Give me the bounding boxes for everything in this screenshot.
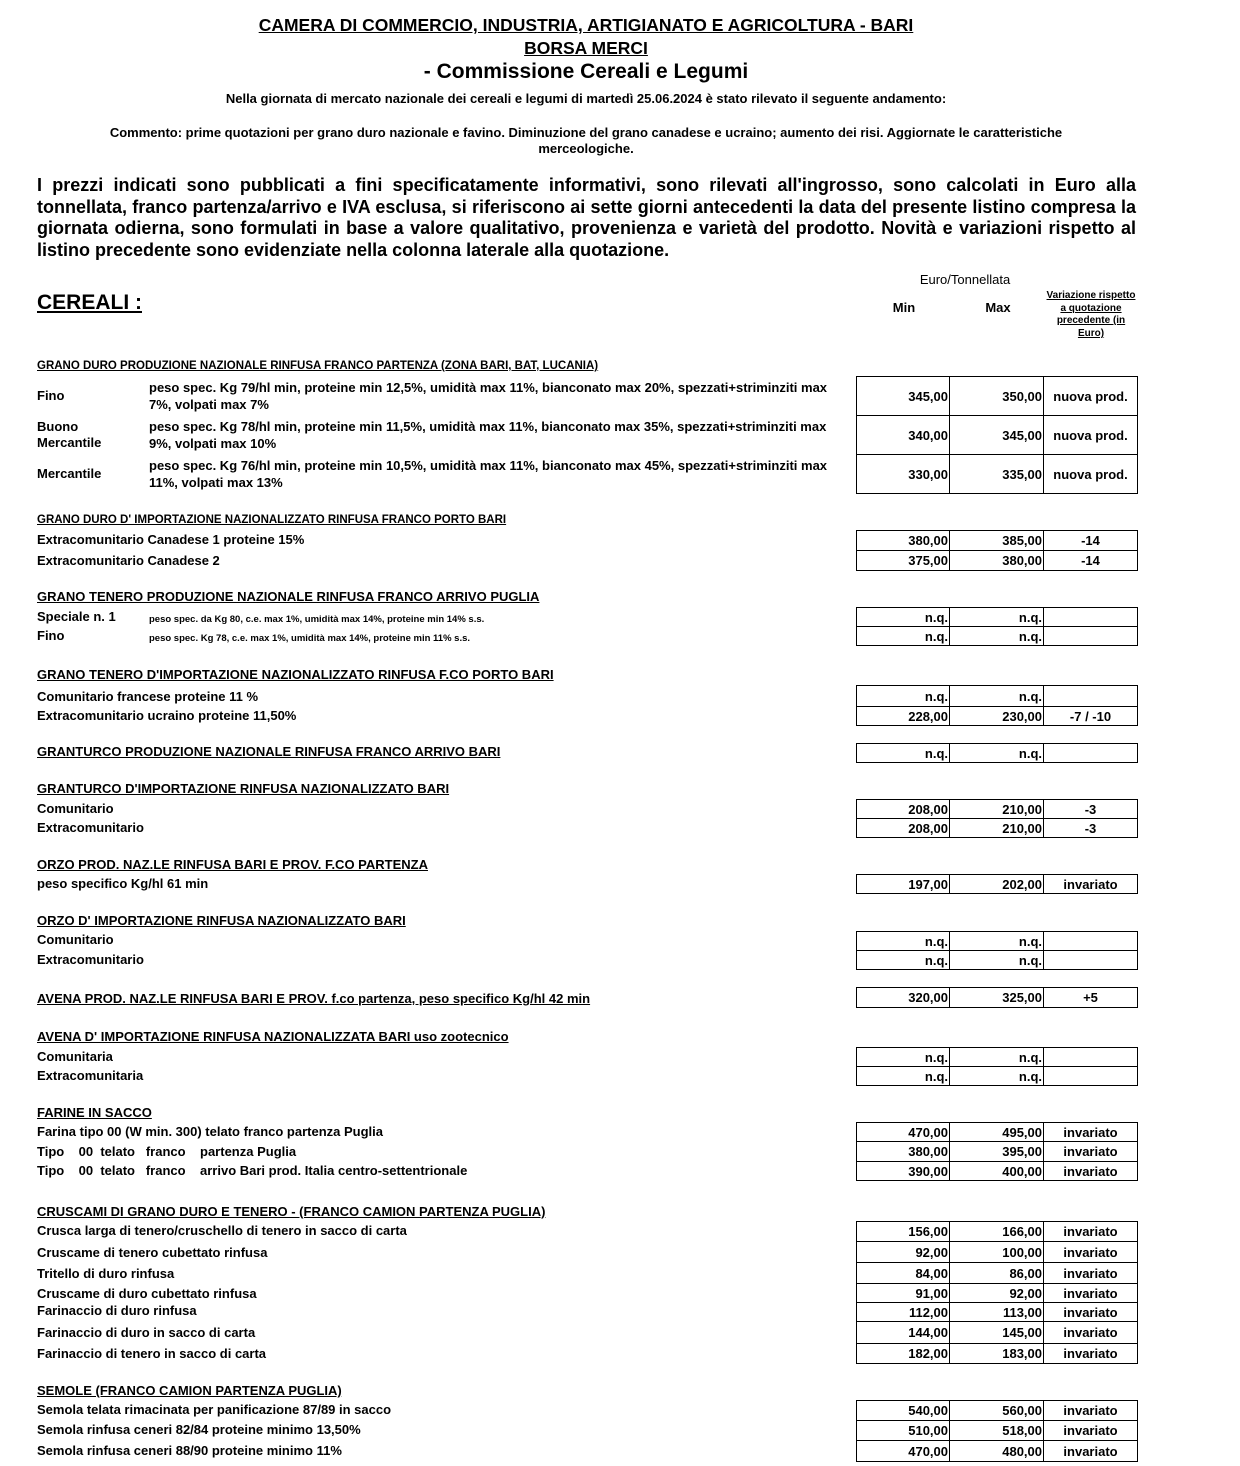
max-price: 166,00 — [950, 1221, 1044, 1242]
price-row — [856, 874, 1138, 894]
product-label: Tipo 00 telato franco arrivo Bari prod. Italia centro-settentrionale — [37, 1163, 468, 1178]
min-price: n.q. — [856, 607, 950, 627]
min-price: 228,00 — [856, 706, 950, 726]
price-variation — [1044, 950, 1138, 970]
product-label: Comunitario — [37, 932, 114, 947]
product-label: Crusca larga di tenero/cruschello di tenero in sacco di carta — [37, 1223, 407, 1238]
max-price: 380,00 — [950, 550, 1044, 571]
min-price: 320,00 — [856, 987, 950, 1008]
max-price: 495,00 — [950, 1122, 1044, 1142]
price-row — [856, 799, 1138, 819]
product-label: Farinaccio di duro in sacco di carta — [37, 1325, 256, 1340]
max-price: 345,00 — [950, 415, 1044, 455]
price-row — [856, 1241, 1138, 1263]
price-row — [856, 1283, 1138, 1303]
price-row — [856, 1302, 1138, 1322]
product-label: Tipo 00 telato franco partenza Puglia — [37, 1144, 297, 1159]
price-variation: invariato — [1044, 1283, 1138, 1303]
product-label: Comunitaria — [37, 1049, 113, 1064]
section-title: GRANTURCO PRODUZIONE NAZIONALE RINFUSA FRANCO ARRIVO BARI — [37, 744, 501, 759]
price-variation: invariato — [1044, 1440, 1138, 1462]
price-row — [856, 1321, 1138, 1344]
min-price: 91,00 — [856, 1283, 950, 1303]
product-label: Farina tipo 00 (W min. 300) telato franco partenza Puglia — [37, 1124, 384, 1139]
product-label: Comunitario — [37, 801, 114, 816]
section-title: ORZO PROD. NAZ.LE RINFUSA BARI E PROV. F.CO PARTENZA — [37, 857, 428, 872]
max-price: n.q. — [950, 743, 1044, 763]
max-price: n.q. — [950, 1047, 1044, 1067]
price-variation: invariato — [1044, 1420, 1138, 1441]
chamber-title: CAMERA DI COMMERCIO, INDUSTRIA, ARTIGIANATO E AGRICOLTURA - BARI — [258, 15, 914, 35]
min-price: 470,00 — [856, 1440, 950, 1462]
max-price: 560,00 — [950, 1400, 1044, 1421]
max-price: 210,00 — [950, 818, 1044, 838]
price-row — [856, 550, 1138, 571]
price-variation: invariato — [1044, 1241, 1138, 1263]
price-row — [856, 1343, 1138, 1364]
price-variation: invariato — [1044, 1343, 1138, 1364]
product-label: Extracomunitario ucraino proteine 11,50% — [37, 708, 297, 723]
price-variation: invariato — [1044, 874, 1138, 894]
max-price: 335,00 — [950, 454, 1044, 494]
price-variation: invariato — [1044, 1221, 1138, 1242]
product-label: Speciale n. 1 — [37, 609, 116, 624]
min-price: 208,00 — [856, 799, 950, 819]
section-title: ORZO D' IMPORTAZIONE RINFUSA NAZIONALIZZATO BARI — [37, 913, 406, 928]
product-label: Buono Mercantile — [37, 419, 102, 450]
price-row — [856, 1262, 1138, 1284]
max-price: 202,00 — [950, 874, 1044, 894]
price-row — [856, 1420, 1138, 1441]
product-label: peso specifico Kg/hl 61 min — [37, 876, 209, 891]
price-variation: -14 — [1044, 550, 1138, 571]
product-label: Fino — [37, 388, 65, 403]
min-price: 380,00 — [856, 1141, 950, 1162]
price-variation — [1044, 1066, 1138, 1086]
unit-label: Euro/Tonnellata — [919, 272, 1011, 287]
price-disclaimer: I prezzi indicati sono pubblicati a fini specificatamente informativi, sono rilevati all'ingrosso, sono calcolati in Euro alla tonnellata, franco partenza/arrivo e IVA esclusa, si riferiscono ai sette giorni antecedenti la data del presente listino compresa la giornata odierna, sono formulati in base a valore qualitativo, provenienza e varietà del prodotto. Novità e variazioni rispetto al listino precedente sono evidenziate nella colonna laterale alla quotazione. — [37, 175, 1136, 260]
price-variation: invariato — [1044, 1400, 1138, 1421]
price-row — [856, 1161, 1138, 1181]
cereali-heading: CEREALI : — [37, 291, 142, 314]
min-price: 156,00 — [856, 1221, 950, 1242]
product-label: Tritello di duro rinfusa — [37, 1266, 175, 1281]
price-row — [856, 415, 1138, 455]
max-price: 385,00 — [950, 530, 1044, 551]
price-row — [856, 987, 1138, 1008]
price-row — [856, 706, 1138, 726]
product-label: Extracomunitario Canadese 1 proteine 15% — [37, 532, 305, 547]
max-price: 395,00 — [950, 1141, 1044, 1162]
price-variation: nuova prod. — [1044, 454, 1138, 494]
min-price: 375,00 — [856, 550, 950, 571]
price-row — [856, 1400, 1138, 1421]
product-description: peso spec. Kg 78/hl min, proteine min 11,5%, umidità max 11%, bianconato max 35%, spezzati+striminziti max 9%, volpati max 10% — [149, 419, 827, 451]
min-price: n.q. — [856, 685, 950, 707]
price-row — [856, 1122, 1138, 1142]
product-label: Farinaccio di tenero in sacco di carta — [37, 1346, 267, 1361]
min-price: 197,00 — [856, 874, 950, 894]
max-price: 113,00 — [950, 1302, 1044, 1322]
max-price: n.q. — [950, 607, 1044, 627]
product-label: Extracomunitario — [37, 820, 144, 835]
max-price: 230,00 — [950, 706, 1044, 726]
min-price: n.q. — [856, 743, 950, 763]
price-row — [856, 818, 1138, 838]
price-row — [856, 1066, 1138, 1086]
max-price: 183,00 — [950, 1343, 1044, 1364]
price-row — [856, 1440, 1138, 1462]
price-variation: -3 — [1044, 799, 1138, 819]
product-label: Extracomunitaria — [37, 1068, 144, 1083]
product-description: peso spec. Kg 79/hl min, proteine min 12,5%, umidità max 11%, bianconato max 20%, spezzati+striminziti max 7%, volpati max 7% — [149, 380, 828, 412]
max-price: n.q. — [950, 1066, 1044, 1086]
price-variation: invariato — [1044, 1262, 1138, 1284]
max-price: n.q. — [950, 931, 1044, 951]
min-price: 112,00 — [856, 1302, 950, 1322]
min-price: 92,00 — [856, 1241, 950, 1263]
product-description: peso spec. da Kg 80, c.e. max 1%, umidità max 14%, proteine min 14% s.s. — [149, 614, 485, 625]
max-price: 350,00 — [950, 376, 1044, 416]
min-price: 470,00 — [856, 1122, 950, 1142]
product-label: Farinaccio di duro rinfusa — [37, 1303, 197, 1318]
max-price: 325,00 — [950, 987, 1044, 1008]
min-price: 208,00 — [856, 818, 950, 838]
market-intro: Nella giornata di mercato nazionale dei cereali e legumi di martedì 25.06.2024 è stato rilevato il seguente andamento: — [225, 91, 947, 106]
price-variation — [1044, 685, 1138, 707]
max-price: 518,00 — [950, 1420, 1044, 1441]
min-price: 84,00 — [856, 1262, 950, 1284]
section-title: AVENA PROD. NAZ.LE RINFUSA BARI E PROV. f.co partenza, peso specifico Kg/hl 42 min — [37, 991, 591, 1006]
max-price: 86,00 — [950, 1262, 1044, 1284]
price-row — [856, 1047, 1138, 1067]
market-comment: Commento: prime quotazioni per grano duro nazionale e favino. Diminuzione del grano canadese e ucraino; aumento dei risi. Aggiornate le caratteristiche merceologiche. — [109, 125, 1063, 156]
max-price: 480,00 — [950, 1440, 1044, 1462]
price-row — [856, 743, 1138, 763]
section-title: GRANO TENERO D'IMPORTAZIONE NAZIONALIZZATO RINFUSA F.CO PORTO BARI — [37, 667, 554, 682]
min-price: 380,00 — [856, 530, 950, 551]
min-price: 510,00 — [856, 1420, 950, 1441]
max-price: 210,00 — [950, 799, 1044, 819]
price-row — [856, 607, 1138, 627]
price-variation: invariato — [1044, 1321, 1138, 1344]
max-price: n.q. — [950, 626, 1044, 646]
price-variation — [1044, 626, 1138, 646]
min-price: 390,00 — [856, 1161, 950, 1181]
max-price: 145,00 — [950, 1321, 1044, 1344]
min-price: n.q. — [856, 1047, 950, 1067]
commission-title: - Commissione Cereali e Legumi — [423, 60, 749, 83]
min-price: n.q. — [856, 626, 950, 646]
price-variation — [1044, 931, 1138, 951]
max-price: n.q. — [950, 950, 1044, 970]
price-row — [856, 376, 1138, 416]
min-price: 345,00 — [856, 376, 950, 416]
price-row — [856, 950, 1138, 970]
product-label: Extracomunitario — [37, 952, 144, 967]
price-variation — [1044, 607, 1138, 627]
price-variation: +5 — [1044, 987, 1138, 1008]
product-label: Fino — [37, 628, 65, 643]
price-variation: -14 — [1044, 530, 1138, 551]
min-price: 340,00 — [856, 415, 950, 455]
product-label: Semola rinfusa ceneri 88/90 proteine minimo 11% — [37, 1443, 342, 1458]
section-title: GRANO DURO PRODUZIONE NAZIONALE RINFUSA FRANCO PARTENZA (ZONA BARI, BAT, LUCANIA) — [37, 360, 599, 372]
product-description: peso spec. Kg 76/hl min, proteine min 10,5%, umidità max 11%, bianconato max 45%, spezzati+striminziti max 11%, volpati max 13% — [149, 458, 828, 490]
max-price: 400,00 — [950, 1161, 1044, 1181]
min-price: n.q. — [856, 950, 950, 970]
price-variation: -3 — [1044, 818, 1138, 838]
min-price: 540,00 — [856, 1400, 950, 1421]
section-title: GRANO TENERO PRODUZIONE NAZIONALE RINFUSA FRANCO ARRIVO PUGLIA — [37, 589, 540, 604]
section-title: AVENA D' IMPORTAZIONE RINFUSA NAZIONALIZZATA BARI uso zootecnico — [37, 1029, 509, 1044]
price-variation — [1044, 1047, 1138, 1067]
price-variation: invariato — [1044, 1141, 1138, 1162]
max-price: 100,00 — [950, 1241, 1044, 1263]
max-column-header: Max — [985, 300, 1011, 315]
section-title: CRUSCAMI DI GRANO DURO E TENERO - (FRANCO CAMION PARTENZA PUGLIA) — [37, 1204, 546, 1219]
min-price: 182,00 — [856, 1343, 950, 1364]
price-variation: nuova prod. — [1044, 376, 1138, 416]
section-title: GRANTURCO D'IMPORTAZIONE RINFUSA NAZIONALIZZATO BARI — [37, 781, 450, 796]
product-label: Comunitario francese proteine 11 % — [37, 689, 259, 704]
variation-column-header: Variazione rispetto a quotazione precedente (in Euro) — [1046, 290, 1136, 339]
min-price: 330,00 — [856, 454, 950, 494]
min-column-header: Min — [892, 300, 916, 315]
price-variation: invariato — [1044, 1122, 1138, 1142]
borsa-merci-title: BORSA MERCI — [524, 38, 648, 58]
price-variation: invariato — [1044, 1302, 1138, 1322]
price-row — [856, 685, 1138, 707]
price-row — [856, 454, 1138, 494]
product-label: Cruscame di duro cubettato rinfusa — [37, 1286, 257, 1301]
min-price: n.q. — [856, 931, 950, 951]
product-label: Cruscame di tenero cubettato rinfusa — [37, 1245, 268, 1260]
product-label: Semola rinfusa ceneri 82/84 proteine minimo 13,50% — [37, 1422, 361, 1437]
section-title: FARINE IN SACCO — [37, 1105, 152, 1120]
max-price: n.q. — [950, 685, 1044, 707]
section-title: GRANO DURO D' IMPORTAZIONE NAZIONALIZZATO RINFUSA FRANCO PORTO BARI — [37, 514, 507, 526]
price-row — [856, 1221, 1138, 1242]
price-variation: nuova prod. — [1044, 415, 1138, 455]
min-price: 144,00 — [856, 1321, 950, 1344]
price-row — [856, 1141, 1138, 1162]
price-row — [856, 931, 1138, 951]
price-variation: -7 / -10 — [1044, 706, 1138, 726]
price-row — [856, 626, 1138, 646]
price-variation — [1044, 743, 1138, 763]
product-label: Mercantile — [37, 466, 102, 481]
section-title: SEMOLE (FRANCO CAMION PARTENZA PUGLIA) — [37, 1383, 342, 1398]
price-row — [856, 530, 1138, 551]
product-description: peso spec. Kg 78, c.e. max 1%, umidità max 14%, proteine min 11% s.s. — [149, 633, 471, 644]
product-label: Semola telata rimacinata per panificazione 87/89 in sacco — [37, 1402, 392, 1417]
max-price: 92,00 — [950, 1283, 1044, 1303]
product-label: Extracomunitario Canadese 2 — [37, 553, 220, 568]
price-variation: invariato — [1044, 1161, 1138, 1181]
min-price: n.q. — [856, 1066, 950, 1086]
